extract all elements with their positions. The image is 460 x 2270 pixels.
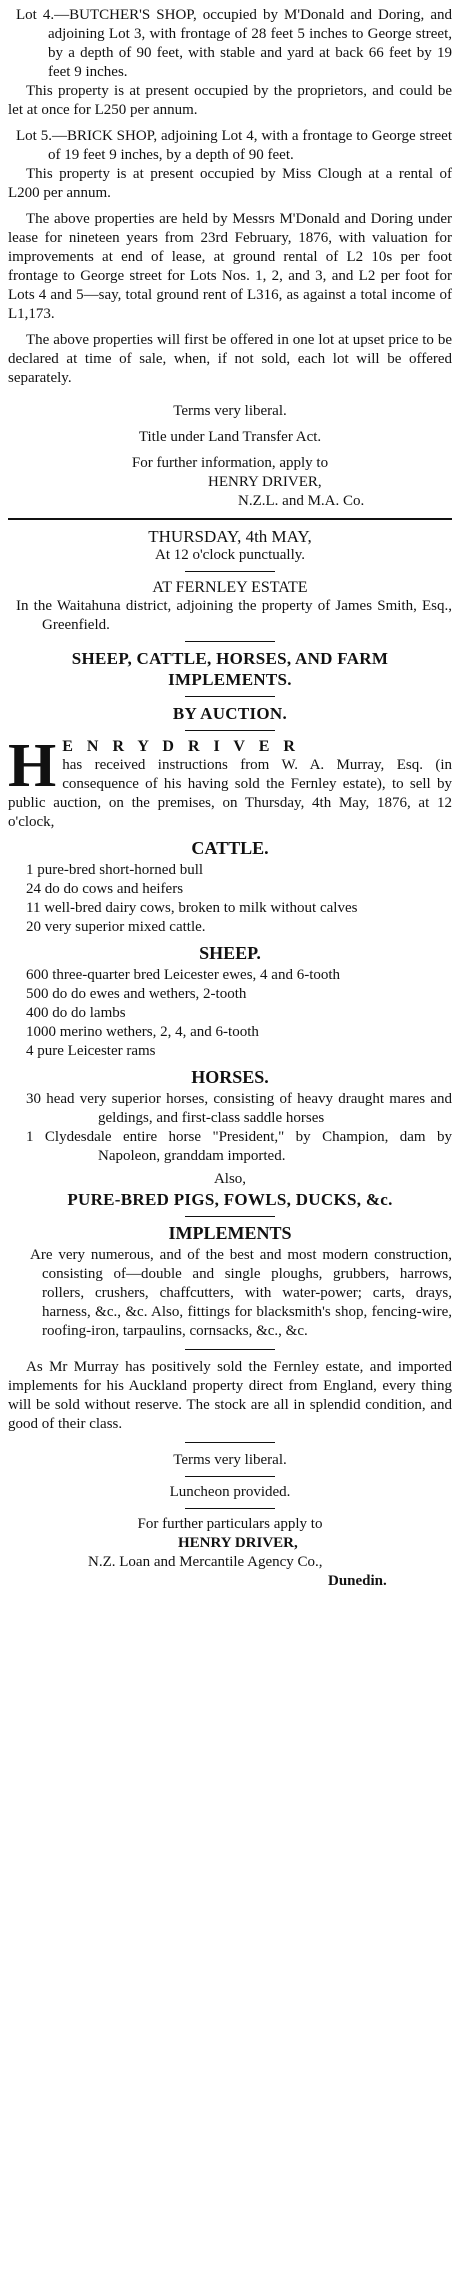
list-item: 1000 merino wethers, 2, 4, and 6-tooth (26, 1024, 259, 1040)
terms-line-2: Terms very liberal. (173, 1452, 287, 1468)
short-divider (185, 641, 275, 642)
lot5-description: Lot 5.—BRICK SHOP, adjoining Lot 4, with a frontage to George street of 19 feet 9 inches, by a depth of 90 feet. (16, 128, 452, 163)
cattle-list (8, 861, 452, 937)
drop-cap: H (8, 732, 57, 800)
agent-name: HENRY DRIVER, (208, 474, 322, 490)
list-item: 4 pure Leicester rams (26, 1043, 156, 1059)
section-divider (8, 518, 452, 520)
list-item: 400 do do lambs (26, 1005, 126, 1021)
also-label: Also, (213, 1171, 247, 1187)
further-info-line: For further information, apply to (131, 455, 329, 471)
list-item: 24 do do cows and heifers (26, 881, 184, 897)
lot4-note: This property is at present occupied by the proprietors, and could be let at once for L250 per annum. (8, 83, 452, 118)
list-item: 1 Clydesdale entire horse "President," by Champion, dam by Napoleon, granddam imported. (26, 1129, 452, 1164)
short-divider (185, 1508, 275, 1509)
upset-paragraph: The above properties will first be offered in one lot at upset price to be declared at time of sale, when, if not sold, each lot will be offered separately. (8, 332, 452, 386)
terms-line: Terms very liberal. (173, 403, 287, 419)
agent-city: Dunedin. (328, 1573, 387, 1589)
sale-date: THURSDAY, 4th MAY, (148, 527, 312, 546)
list-item: 11 well-bred dairy cows, broken to milk without calves (26, 900, 358, 916)
cattle-heading: CATTLE. (191, 838, 269, 858)
horses-heading: HORSES. (191, 1067, 269, 1087)
title-act-line: Title under Land Transfer Act. (138, 429, 322, 445)
lot5-note: This property is at present occupied by Miss Clough at a rental of L200 per annum. (8, 166, 452, 201)
estate-name: AT FERNLEY ESTATE (152, 579, 308, 596)
estate-location: In the Waitahuna district, adjoining the property of James Smith, Esq., Greenfield. (16, 598, 452, 633)
auctioneer-intro (8, 732, 452, 832)
sheep-list (8, 966, 452, 1061)
agent-company: N.Z.L. and M.A. Co. (238, 493, 365, 509)
lot4-description: Lot 4.—BUTCHER'S SHOP, occupied by M'Donald and Doring, and adjoining Lot 3, with frontage of 28 feet 5 inches to George street, by a depth of 90 feet, with stable and yard at back 66 feet by 19 feet 9 inches. (16, 7, 452, 80)
short-divider (185, 1476, 275, 1477)
short-divider (185, 696, 275, 697)
implements-text: Are very numerous, and of the best and most modern construction, consisting of—double and single ploughs, grubbers, harrows, rollers, crushers, chaffcutters, with water-power; carts, drays, harness, &c., &c. Also, fittings for blacksmith's shop, fencing-wire, roofing-iron, tarpaulins, cornsacks, &c., &c. (30, 1247, 452, 1339)
luncheon-line: Luncheon provided. (169, 1484, 291, 1500)
auctioneer-name: E N R Y D R I V E R (62, 738, 300, 755)
list-item: 1 pure-bred short-horned bull (26, 862, 204, 878)
murray-paragraph: As Mr Murray has positively sold the Fernley estate, and imported implements for his Auckland property direct from England, every thing will be sold without reserve. The stock are all in splendid condition, and good of their class. (8, 1359, 452, 1432)
list-item: 500 do do ewes and wethers, 2-tooth (26, 986, 247, 1002)
agent-name-2: HENRY DRIVER, (178, 1535, 298, 1551)
sheep-heading: SHEEP. (199, 943, 261, 963)
short-divider (185, 571, 275, 572)
intro-text: has received instructions from W. A. Murray, Esq. (in consequence of his having sold the Fernley estate), to sell by public auction, on the premises, on Thursday, 4th May, 1876, at 12 o'clock, (8, 757, 452, 830)
implements-heading: IMPLEMENTS (168, 1223, 292, 1243)
short-divider (185, 1216, 275, 1217)
horses-list (8, 1090, 452, 1166)
further-particulars-line: For further particulars apply to (137, 1516, 323, 1532)
list-item: 30 head very superior horses, consisting of heavy draught mares and geldings, and first-class saddle horses (26, 1091, 452, 1126)
list-item: 20 very superior mixed cattle. (26, 919, 206, 935)
lease-paragraph: The above properties are held by Messrs M'Donald and Doring under lease for nineteen years from 23rd February, 1876, with valuation for improvements at end of lease, at ground rental of L2 10s per foot frontage to George street for Lots Nos. 1, 2, and 3, and L2 per foot for Lots 4 and 5—say, total ground rent of L316, as against a total income of L1,173. (8, 211, 452, 322)
short-divider (185, 730, 275, 731)
short-divider (185, 1349, 275, 1350)
pigs-heading: PURE-BRED PIGS, FOWLS, DUCKS, &c. (67, 1190, 393, 1209)
sale-time: At 12 o'clock punctually. (154, 547, 306, 563)
short-divider (185, 1442, 275, 1443)
sale-heading: SHEEP, CATTLE, HORSES, AND FARM IMPLEMENTS. (71, 649, 389, 689)
by-auction-heading: BY AUCTION. (172, 704, 288, 723)
agent-company-2: N.Z. Loan and Mercantile Agency Co., (88, 1554, 323, 1570)
list-item: 600 three-quarter bred Leicester ewes, 4 and 6-tooth (26, 967, 341, 983)
